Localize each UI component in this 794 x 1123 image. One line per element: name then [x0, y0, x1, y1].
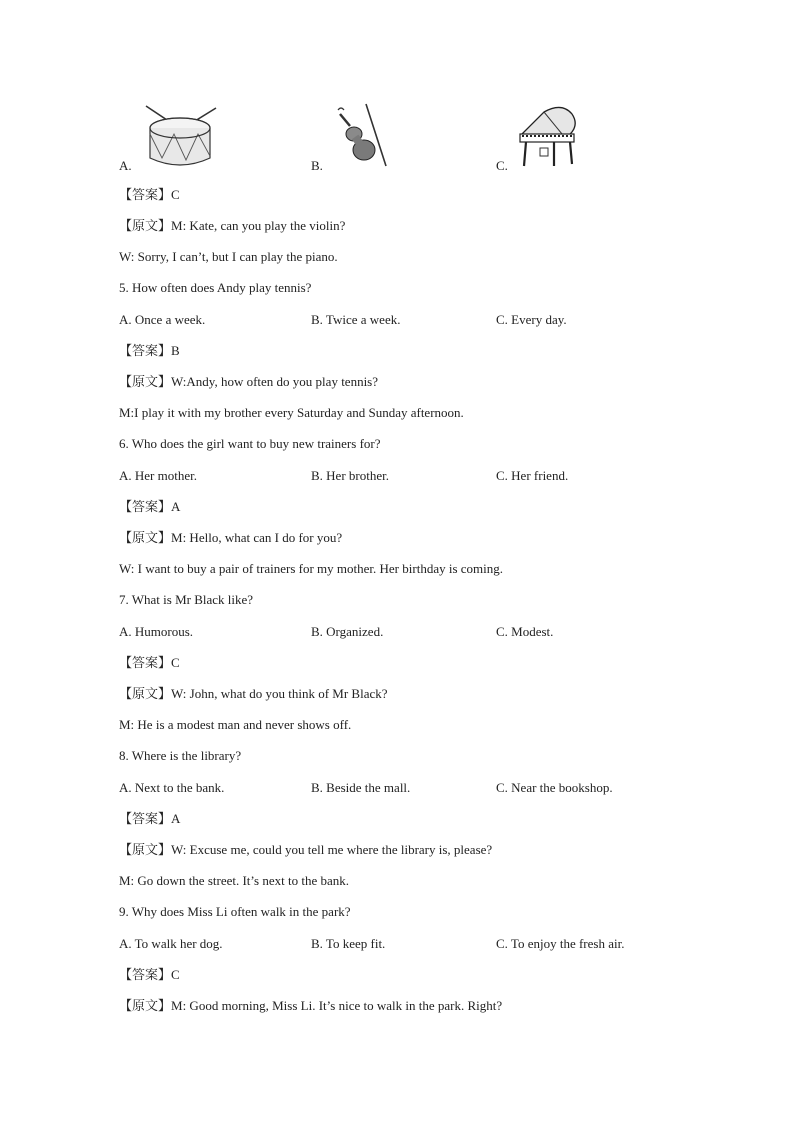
option-a: A. To walk her dog. — [119, 936, 223, 951]
piano-icon — [514, 104, 582, 170]
question-text: 9. Why does Miss Li often walk in the park? — [119, 904, 351, 919]
question-text: 8. Where is the library? — [119, 748, 242, 763]
question-text: 6. Who does the girl want to buy new trainers for? — [119, 436, 381, 451]
script-line: M: He is a modest man and never shows off. — [119, 717, 352, 732]
script-line: W: I want to buy a pair of trainers for my mother. Her birthday is coming. — [119, 561, 504, 576]
option-b: B. To keep fit. — [311, 936, 386, 951]
drum-icon — [140, 104, 220, 170]
answer-line: 【答案】A — [119, 811, 181, 826]
violin-icon — [330, 102, 392, 170]
script-line: 【原文】W: Excuse me, could you tell me where the library is, please? — [119, 842, 493, 857]
option-a-label: A. — [119, 158, 132, 173]
option-c: C. Near the bookshop. — [496, 780, 613, 795]
answer-line: 【答案】B — [119, 343, 180, 358]
script-line: M:I play it with my brother every Saturday and Sunday afternoon. — [119, 405, 464, 420]
script-line: 【原文】M: Good morning, Miss Li. It’s nice to walk in the park. Right? — [119, 998, 503, 1013]
script-line: 【原文】W:Andy, how often do you play tennis? — [119, 374, 379, 389]
answer-line: 【答案】C — [119, 655, 180, 670]
answer-line: 【答案】A — [119, 499, 181, 514]
option-a: A. Her mother. — [119, 468, 197, 483]
script-line: 【原文】M: Hello, what can I do for you? — [119, 530, 343, 545]
script-line: M: Go down the street. It’s next to the bank. — [119, 873, 349, 888]
option-a: A. Next to the bank. — [119, 780, 225, 795]
option-b-label: B. — [311, 158, 323, 173]
option-b: B. Organized. — [311, 624, 384, 639]
answer-line: 【答案】C — [119, 967, 180, 982]
script-line: W: Sorry, I can’t, but I can play the piano. — [119, 249, 338, 264]
option-c: C. Every day. — [496, 312, 567, 327]
question-text: 7. What is Mr Black like? — [119, 592, 254, 607]
option-c: C. Her friend. — [496, 468, 569, 483]
option-b: B. Twice a week. — [311, 312, 401, 327]
script-line: 【原文】M: Kate, can you play the violin? — [119, 218, 346, 233]
question-text: 5. How often does Andy play tennis? — [119, 280, 312, 295]
option-a: A. Once a week. — [119, 312, 206, 327]
option-c: C. Modest. — [496, 624, 554, 639]
answer-line: 【答案】C — [119, 187, 180, 202]
script-line: 【原文】W: John, what do you think of Mr Black? — [119, 686, 388, 701]
option-b: B. Beside the mall. — [311, 780, 411, 795]
option-c-label: C. — [496, 158, 508, 173]
option-a: A. Humorous. — [119, 624, 194, 639]
option-c: C. To enjoy the fresh air. — [496, 936, 625, 951]
option-b: B. Her brother. — [311, 468, 389, 483]
